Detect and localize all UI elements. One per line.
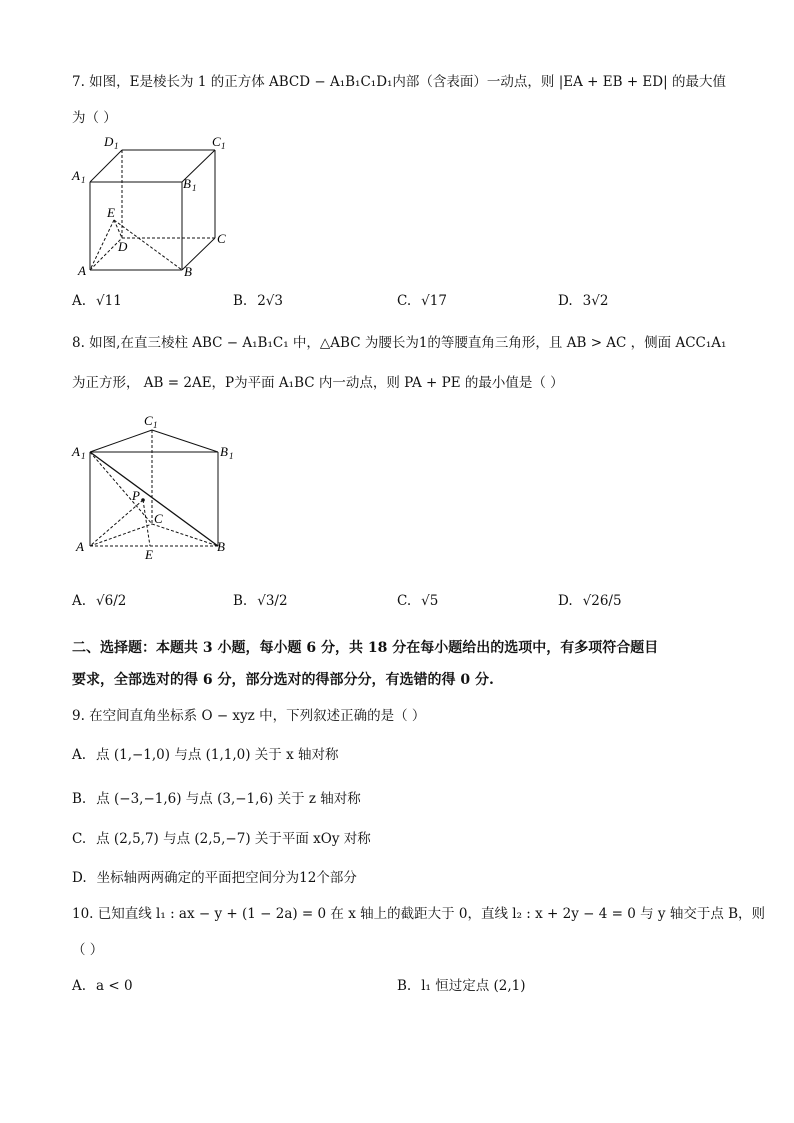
q7-option-d: D. 3√2 bbox=[558, 293, 609, 309]
label-D: D bbox=[118, 239, 128, 254]
q7-stem-line1: 7. 如图，E是棱长为 1 的正方体 ABCD − A₁B₁C₁D₁内部（含表面）一动点，则 |EA + EB + ED| 的最大值 bbox=[72, 74, 726, 90]
q10-stem-line1: 10. 已知直线 l₁ : ax − y + (1 − 2a) = 0 在 x 轴上的截距大于 0，直线 l₂ : x + 2y − 4 = 0 与 y 轴交于点 B，则 bbox=[72, 906, 766, 922]
q8-prism-figure bbox=[70, 408, 240, 568]
svg-text:1: 1 bbox=[81, 175, 86, 185]
q9-option-d: D. 坐标轴两两确定的平面把空间分为12个部分 bbox=[72, 870, 357, 886]
label-C1: C bbox=[144, 413, 153, 428]
q8-option-c: C. √5 bbox=[397, 593, 439, 609]
svg-text:1: 1 bbox=[221, 141, 226, 151]
label-C1: C bbox=[212, 134, 221, 149]
q7-option-a: A. √11 bbox=[72, 293, 122, 309]
label-B: B bbox=[184, 264, 192, 279]
q8-option-a: A. √6/2 bbox=[72, 593, 127, 609]
svg-text:1: 1 bbox=[114, 141, 119, 151]
q9-option-b: B. 点 (−3,−1,6) 与点 (3,−1,6) 关于 z 轴对称 bbox=[72, 791, 361, 807]
q8-stem-line1: 8. 如图,在直三棱柱 ABC − A₁B₁C₁ 中，△ABC 为腰长为1的等腰直角三角形，且 AB > AC ，侧面 ACC₁A₁ bbox=[72, 335, 727, 351]
q7-option-c: C. √17 bbox=[397, 293, 447, 309]
q9-stem: 9. 在空间直角坐标系 O − xyz 中，下列叙述正确的是（ ） bbox=[72, 708, 426, 724]
q9-option-a: A. 点 (1,−1,0) 与点 (1,1,0) 关于 x 轴对称 bbox=[72, 747, 339, 763]
q8-stem-line2: 为正方形， AB = 2AE，P为平面 A₁BC 内一动点，则 PA + PE 的最小值是（ ） bbox=[72, 375, 564, 391]
label-A1: A bbox=[72, 444, 80, 459]
q10-stem-line2: （ ） bbox=[72, 942, 104, 958]
svg-text:1: 1 bbox=[81, 451, 86, 461]
q9-option-c: C. 点 (2,5,7) 与点 (2,5,−7) 关于平面 xOy 对称 bbox=[72, 831, 371, 847]
label-D1: D bbox=[104, 134, 114, 149]
label-E: E bbox=[145, 547, 153, 562]
q7-stem-line2: 为（ ） bbox=[72, 110, 117, 126]
section2-heading-line2: 要求，全部选对的得 6 分，部分选对的得部分分，有选错的得 0 分. bbox=[72, 672, 494, 688]
q7-option-b: B. 2√3 bbox=[233, 293, 283, 309]
q8-option-b: B. √3/2 bbox=[233, 593, 288, 609]
q10-option-a: A. a < 0 bbox=[72, 978, 133, 994]
q7-cube-figure bbox=[70, 130, 240, 280]
label-P: P bbox=[132, 488, 140, 503]
label-C: C bbox=[154, 511, 163, 526]
label-A1: A bbox=[72, 168, 80, 183]
label-B1: B bbox=[220, 444, 228, 459]
q10-option-b: B. l₁ 恒过定点 (2,1) bbox=[397, 978, 526, 994]
label-B1: B bbox=[183, 176, 191, 191]
label-B: B bbox=[217, 539, 225, 554]
svg-text:1: 1 bbox=[153, 420, 158, 430]
svg-text:1: 1 bbox=[192, 183, 197, 193]
q8-option-d: D. √26/5 bbox=[558, 593, 622, 609]
section2-heading-line1: 二、选择题：本题共 3 小题，每小题 6 分，共 18 分在每小题给出的选项中，有多项符合题目 bbox=[72, 640, 659, 656]
label-C: C bbox=[217, 231, 226, 246]
label-A: A bbox=[78, 263, 86, 278]
svg-text:1: 1 bbox=[229, 451, 234, 461]
label-A: A bbox=[76, 539, 84, 554]
label-E: E bbox=[107, 205, 115, 220]
